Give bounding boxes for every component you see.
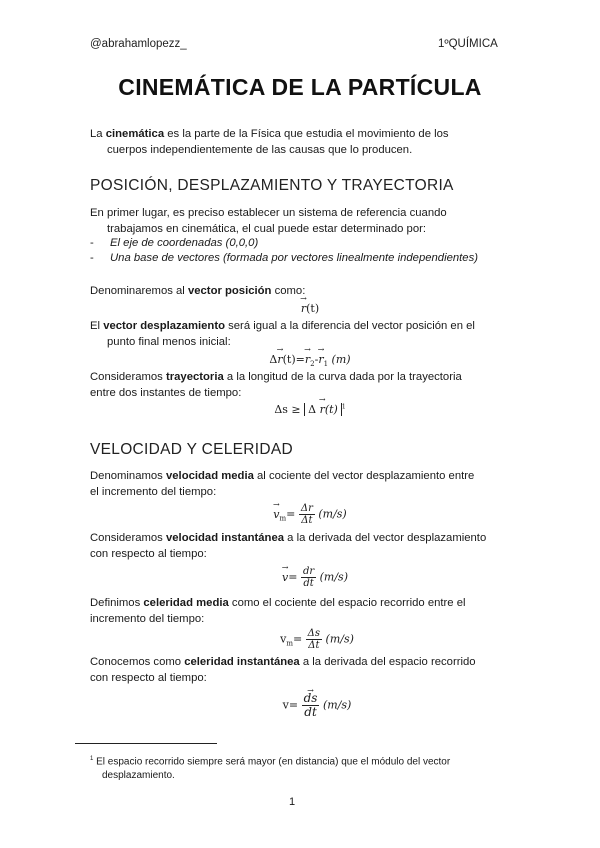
intro-paragraph: La cinemática es la parte de la Física que estudia el movimiento de los cuerpos independientemente de las causas que lo producen. xyxy=(90,128,449,156)
header-course: 1ºQUÍMICA xyxy=(438,38,498,50)
trajectory-formula: Δs ≥ Δ → r(t) $^1$ xyxy=(255,403,365,416)
term-cinematica: cinemática xyxy=(105,128,165,140)
position-formula: → r(t) xyxy=(290,302,330,315)
bullet-item: - El eje de coordenadas (0,0,0) xyxy=(90,237,259,249)
footnote-ref: 1 xyxy=(341,403,346,411)
reference-paragraph: En primer lugar, es preciso establecer un sistema de referencia cuando trabajamos en cinemática, el cual puede estar determinado por: xyxy=(90,207,447,235)
displacement-paragraph: El vector desplazamiento será igual a la diferencia del vector posición en el punto final menos inicial: xyxy=(90,320,475,348)
inst-speed-formula: v= → $\frac{ds}{dt}$ (m/s) xyxy=(262,692,372,719)
inst-velocity-formula: → v= $\frac{dr}{dt}$ (m/s) xyxy=(265,566,365,589)
section-heading-posicion: POSICIÓN, DESPLAZAMIENTO Y TRAYECTORIA xyxy=(90,177,454,194)
header-author: @abrahamlopezz_ xyxy=(90,38,187,50)
avg-velocity-paragraph: Denominamos velocidad media al cociente del vector desplazamiento entre el incremento del tiempo: xyxy=(90,470,475,498)
displacement-formula: $\Delta\to r(t)=\to r_2-\to r_1$ (m) xyxy=(240,353,380,368)
footnote: $^1$ El espacio recorrido siempre será mayor (en distancia) que el módulo del vector desplazamiento. xyxy=(90,756,451,782)
page-number: 1 xyxy=(288,796,296,808)
page-title: CINEMÁTICA DE LA PARTÍCULA xyxy=(118,74,482,100)
section-heading-velocidad: VELOCIDAD Y CELERIDAD xyxy=(90,441,293,458)
trajectory-paragraph: Consideramos trayectoria a la longitud de la curva dada por la trayectoria entre dos instantes de tiempo: xyxy=(90,371,462,399)
position-paragraph: Denominaremos al vector posición como: xyxy=(90,285,306,297)
avg-speed-formula: $v_m=$ $\frac{\Delta s}{\Delta t}$ (m/s) xyxy=(280,628,354,651)
inst-speed-paragraph: Conocemos como celeridad instantánea a la derivada del espacio recorrido con respecto al tiempo: xyxy=(90,656,476,684)
inst-velocity-paragraph: Consideramos velocidad instantánea a la derivada del vector desplazamiento con respecto al tiempo: xyxy=(90,532,487,560)
avg-velocity-formula: → $v_m=$ $\frac{\Delta r}{\Delta t}$ (m/s) xyxy=(255,503,365,526)
bullet-item: - Una base de vectores (formada por vectores linealmente independientes) xyxy=(90,252,478,264)
avg-speed-paragraph: Definimos celeridad media como el cociente del espacio recorrido entre el incremento del tiempo: xyxy=(90,597,466,625)
footnote-separator xyxy=(75,743,217,744)
